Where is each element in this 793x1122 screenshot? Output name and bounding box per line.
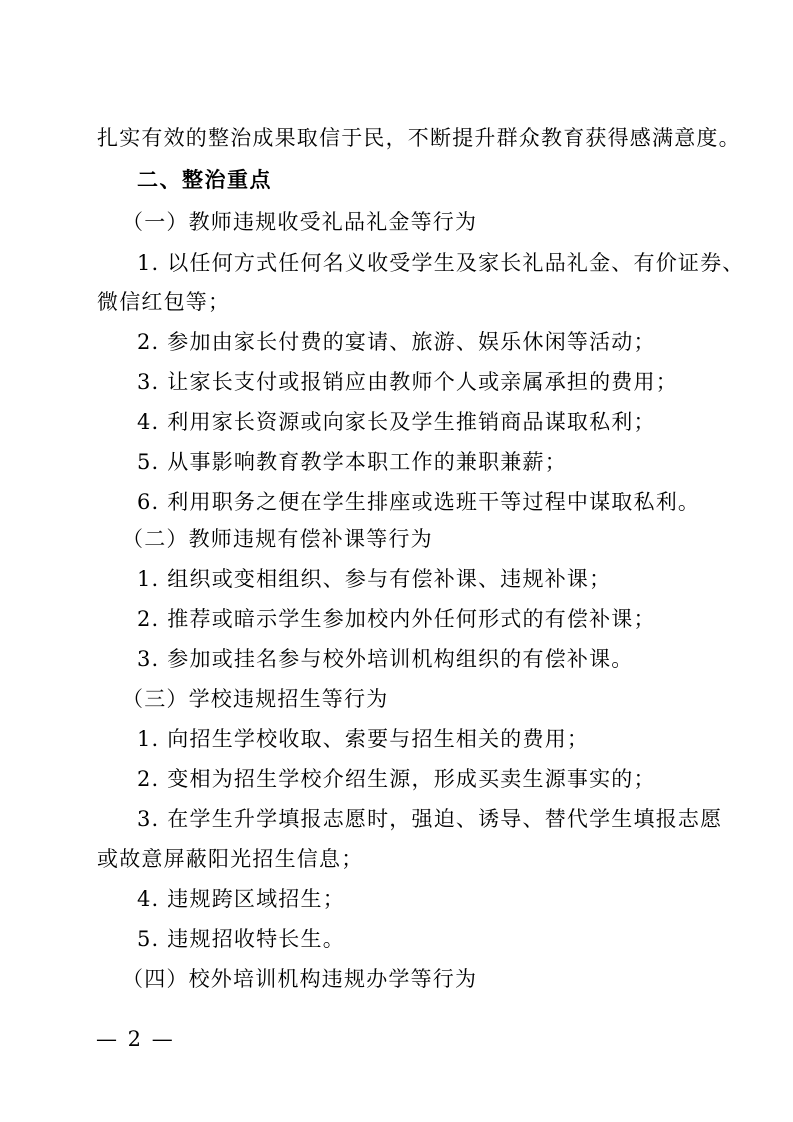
page-number: — 2 — [96,1027,175,1051]
paragraph-line: 扎实有效的整治成果取信于民，不断提升群众教育获得感满意度。 [97,126,741,150]
list-item: 1. 组织或变相组织、参与有偿补课、违规补课； [137,567,612,591]
list-item: 3. 让家长支付或报销应由教师个人或亲属承担的费用； [137,370,678,394]
list-item: 5. 违规招收特长生。 [137,927,345,951]
list-item: 2. 变相为招生学校介绍生源，形成买卖生源事实的； [137,767,656,791]
list-item: 6. 利用职务之便在学生排座或选班干等过程中谋取私利。 [137,490,701,514]
list-item: 3. 在学生升学填报志愿时，强迫、诱导、替代学生填报志愿 [137,807,723,831]
list-item: 3. 参加或挂名参与校外培训机构组织的有偿补课。 [137,647,634,671]
list-item: 4. 违规跨区域招生； [137,887,345,911]
subsection-heading: （三）学校违规招生等行为 [122,687,389,711]
subsection-heading: （二）教师违规有偿补课等行为 [122,527,433,551]
subsection-heading: （四）校外培训机构违规办学等行为 [122,967,478,991]
subsection-heading: （一）教师违规收受礼品礼金等行为 [122,210,478,234]
list-item: 1. 向招生学校收取、索要与招生相关的费用； [137,727,590,751]
list-item: 1. 以任何方式任何名义收受学生及家长礼品礼金、有价证券、 [137,251,745,275]
list-item-continuation: 微信红包等； [97,290,231,314]
list-item: 4. 利用家长资源或向家长及学生推销商品谋取私利； [137,410,656,434]
section-heading: 二、整治重点 [137,168,272,192]
list-item: 2. 参加由家长付费的宴请、旅游、娱乐休闲等活动； [137,330,656,354]
list-item: 2. 推荐或暗示学生参加校内外任何形式的有偿补课； [137,607,656,631]
list-item-continuation: 或故意屏蔽阳光招生信息； [97,847,364,871]
list-item: 5. 从事影响教育教学本职工作的兼职兼薪； [137,450,567,474]
